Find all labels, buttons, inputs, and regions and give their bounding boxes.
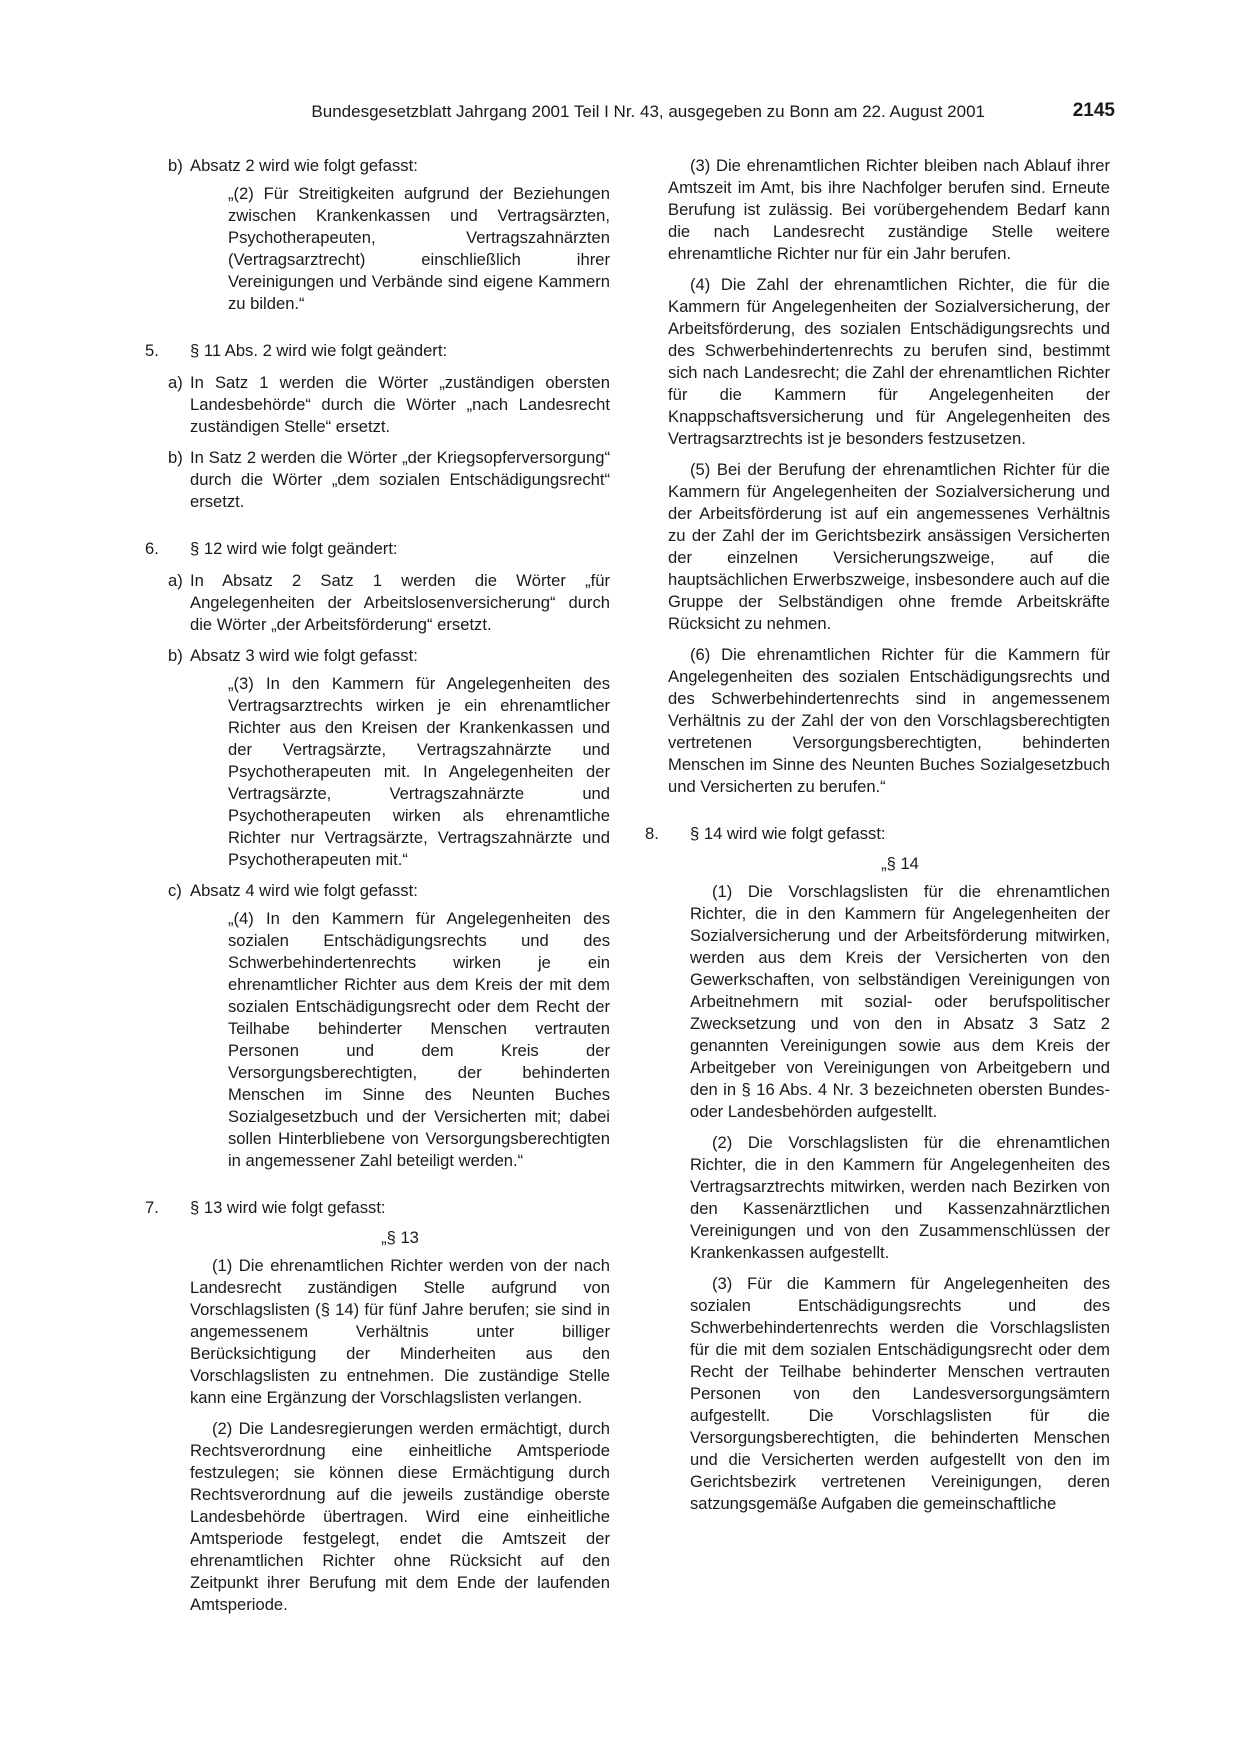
paragraph: (6) Die ehrenamtlichen Richter für die Kammern für Angelegenheiten des sozialen Entschädigungsrechts und des Schwerbehindertenrechts sind in angemessenem Verhältnis zu der Zahl der von den Vorschlagsberechtigten vertretenen Versorgungsberechtigten, behinderten Menschen im Sinne des Neunten Buches Sozialgesetzbuch und Versicherten zu berufen.“ — [668, 645, 1110, 796]
item-text: § 11 Abs. 2 wird wie folgt geändert: — [190, 341, 448, 360]
paragraph: (3) Für die Kammern für Angelegenheiten des sozialen Entschädigungsrechts und des Schwerbehindertenrechts werden die Vorschlagslisten für die mit dem sozialen Entschädigungsrecht oder dem Recht der Teilhabe behinderter Menschen vertrauten Personen von den Landesversorgungsämtern aufgestellt. Die Vorschlagslisten für die Versorgungsberechtigten, die behinderten Menschen und die Versicherten werden aufgestellt von den im Gerichtsbezirk vertretenen Vereinigungen, deren satzungsgemäße Aufgaben die gemeinschaftliche — [690, 1274, 1110, 1513]
item-label: b) — [168, 448, 183, 467]
item-text: In Absatz 2 Satz 1 werden die Wörter „für Angelegenheiten der Arbeitslosenversicherung“ durch die Wörter „der Arbeitsförderung“ ersetzt. — [190, 571, 610, 634]
quoted-text — [228, 908, 610, 1172]
paragraph: (1) Die Vorschlagslisten für die ehrenamtlichen Richter, die in den Kammern für Angelegenheiten der Sozialversicherung und der Arbeitsförderung mitwirken, werden aus dem Kreis der Versicherten von den Gewerkschaften, von selbständigen Vereinigungen von Arbeitnehmern mit sozial- oder berufspolitischer Zwecksetzung und von den in Absatz 3 Satz 2 genannten Vereinigungen sowie aus dem Kreis der Arbeitgeber von Vereinigungen von Arbeitgebern und den in § 16 Abs. 4 Nr. 3 bezeichneten obersten Bundes- oder Landesbehörden aufgestellt. — [690, 882, 1110, 1121]
item-text: Absatz 4 wird wie folgt gefasst: — [190, 881, 418, 900]
item-7 — [145, 1197, 610, 1616]
item-text: In Satz 1 werden die Wörter „zuständigen obersten Landesbehörde“ durch die Wörter „nach Landesrecht zuständigen Stelle“ ersetzt. — [190, 373, 610, 436]
paragraph: (5) Bei der Berufung der ehrenamtlichen Richter für die Kammern für Angelegenheiten der Sozialversicherung und der Arbeitsförderung ist auf ein angemessenes Verhältnis zu der Zahl der im Gerichtsbezirk ansässigen Versicherten der einzelnen Versicherungszweige, auf die hauptsächlichen Erwerbszweige, insbesondere auch auf die Gruppe der Selbständigen ohne fremde Arbeitskräfte Rücksicht zu nehmen. — [668, 460, 1110, 633]
right-column — [645, 155, 1110, 1525]
paragraph: (3) Die ehrenamtlichen Richter bleiben nach Ablauf ihrer Amtszeit im Amt, bis ihre Nachfolger berufen sind. Erneute Berufung ist zulässig. Bei vorübergehendem Bedarf kann die nach Landesrecht zuständige Stelle weitere ehrenamtliche Richter nur für ein Jahr berufen. — [668, 156, 1110, 263]
item-label: a) — [168, 571, 183, 590]
item-text: In Satz 2 werden die Wörter „der Kriegsopferversorgung“ durch die Wörter „dem sozialen Entschädigungsrecht“ ersetzt. — [190, 448, 610, 511]
amendment-b-absatz-2 — [168, 155, 610, 315]
item-8 — [645, 823, 1110, 1515]
paragraph: (2) Die Landesregierungen werden ermächtigt, durch Rechtsverordnung eine einheitliche Amtsperiode festzulegen; sie können diese Ermächtigung durch Rechtsverordnung auf die jeweils zuständige oberste Landesbehörde übertragen. Wird eine einheitliche Amtsperiode festgelegt, endet die Amtszeit der ehrenamtlichen Richter ohne Rücksicht auf den Zeitpunkt ihrer Berufung mit dem Ende der laufenden Amtsperiode. — [190, 1419, 610, 1614]
item-number: 7. — [145, 1198, 159, 1217]
item-6-c — [168, 880, 610, 1172]
item-6 — [145, 538, 610, 560]
item-text: Absatz 3 wird wie folgt gefasst: — [190, 646, 418, 665]
running-header: Bundesgesetzblatt Jahrgang 2001 Teil I Nr. 43, ausgegeben zu Bonn am 22. August 2001 — [311, 102, 985, 121]
paragraph: (4) Die Zahl der ehrenamtlichen Richter, die für die Kammern für Angelegenheiten der Sozialversicherung, der Arbeitsförderung, des sozialen Entschädigungsrechts und des Schwerbehindertenrechts zu berufen sind, bestimmt sich nach Landesrecht; die Zahl der ehrenamtlichen Richter für die Kammern für Angelegenheiten der Knappschaftsversicherung und für Angelegenheiten des Vertragsarztrechts ist je besonders festzusetzen. — [668, 275, 1110, 448]
item-label: a) — [168, 373, 183, 392]
paragraph: (2) Die Vorschlagslisten für die ehrenamtlichen Richter, die in den Kammern für Angelegenheiten des Vertragsarztrechts mitwirken, werden nach Bezirken von den Kassenärztlichen und Kassenzahnärztlichen Vereinigungen und von den Zusammenschlüssen der Krankenkassen aufgestellt. — [690, 1133, 1110, 1262]
quote-paragraph: „(2) Für Streitigkeiten aufgrund der Beziehungen zwischen Krankenkassen und Vertragsärzten, Psychotherapeuten, Vertragszahnärzten (Vertragsarztrecht) einschließlich ihrer Vereinigungen und Verbände sind eigene Kammern zu bilden.“ — [228, 184, 610, 313]
item-number: 6. — [145, 539, 159, 558]
left-column — [145, 155, 610, 1626]
item-6-a — [168, 570, 610, 636]
item-number: 8. — [645, 824, 659, 843]
item-text: Absatz 2 wird wie folgt gefasst: — [190, 156, 418, 175]
quoted-text — [228, 673, 610, 871]
quote-paragraph: „(4) In den Kammern für Angelegenheiten des sozialen Entschädigungsrechts und des Schwerbehindertenrechts wirken je ein ehrenamtlicher Richter aus dem Kreis der mit dem sozialen Entschädigungsrecht oder dem Recht der Teilhabe behinderter Menschen vertrauten Personen und dem Kreis der Versorgungsberechtigten, der behinderten Menschen im Sinne des Neunten Buches Sozialgesetzbuch und der Versicherten mit; dabei sollen Hinterbliebene von Versorgungsberechtigten in angemessener Zahl beteiligt werden.“ — [228, 909, 610, 1170]
paragraph: (1) Die ehrenamtlichen Richter werden von der nach Landesrecht zuständigen Stelle aufgrund von Vorschlagslisten (§ 14) für fünf Jahre berufen; sie sind in angemessenem Verhältnis unter billiger Berücksichtigung der Minderheiten aus den Vorschlagslisten zu entnehmen. Die zuständige Stelle kann eine Ergänzung der Vorschlagslisten verlangen. — [190, 1256, 610, 1407]
item-label: b) — [168, 646, 183, 665]
quoted-text — [228, 183, 610, 315]
section-heading: „§ 13 — [381, 1228, 419, 1247]
item-5 — [145, 340, 610, 362]
item-text: § 12 wird wie folgt geändert: — [190, 539, 398, 558]
page-header — [160, 100, 1115, 130]
item-6-b — [168, 645, 610, 871]
page-number: 2145 — [1072, 100, 1115, 121]
section-heading: „§ 14 — [881, 854, 919, 873]
quote-paragraph: „(3) In den Kammern für Angelegenheiten des Vertragsarztrechts wirken je ein ehrenamtlicher Richter aus den Kreisen der Krankenkassen und der Vertragsärzte, Vertragszahnärzte und Psychotherapeuten mit. In Angelegenheiten der Vertragsärzte, Vertragszahnärzte und Psychotherapeuten wirken als ehrenamtliche Richter nur Vertragsärzte, Vertragszahnärzte und Psychotherapeuten mit.“ — [228, 674, 610, 869]
item-5-a — [168, 372, 610, 438]
item-text: § 13 wird wie folgt gefasst: — [190, 1198, 386, 1217]
item-text: § 14 wird wie folgt gefasst: — [690, 824, 886, 843]
item-label: c) — [168, 881, 182, 900]
item-5-b — [168, 447, 610, 513]
item-label: b) — [168, 156, 183, 175]
item-number: 5. — [145, 341, 159, 360]
